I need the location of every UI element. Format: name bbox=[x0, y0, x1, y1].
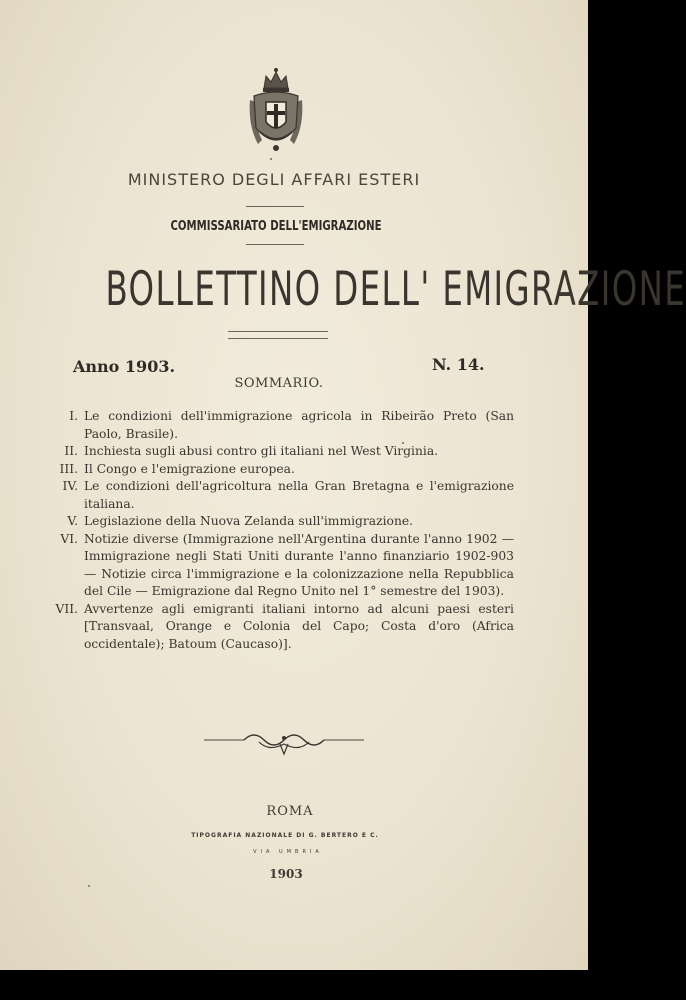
imprint-year: 1903 bbox=[269, 867, 303, 881]
publication-title: BOLLETTINO DELL' EMIGRAZIONE bbox=[105, 262, 686, 317]
list-item bbox=[44, 601, 514, 654]
item-number: VI. bbox=[60, 531, 78, 546]
ministry-name: MINISTERO DEGLI AFFARI ESTERI bbox=[127, 170, 421, 189]
paper-speck bbox=[88, 885, 90, 887]
item-text: Legislazione della Nuova Zelanda sull'immigrazione. bbox=[84, 514, 414, 528]
list-item bbox=[44, 478, 514, 513]
item-number: II. bbox=[64, 444, 78, 458]
table-of-contents bbox=[44, 408, 514, 653]
imprint-printer: TIPOGRAFIA NAZIONALE DI G. BERTERO E C. bbox=[191, 832, 379, 839]
item-number: V. bbox=[67, 514, 78, 528]
commissariato-name: COMMISSARIATO DELL'EMIGRAZIONE bbox=[170, 219, 382, 234]
divider bbox=[246, 244, 304, 245]
paper-speck bbox=[402, 442, 404, 444]
imprint-city: ROMA bbox=[266, 804, 314, 819]
item-text: Avvertenze agli emigranti italiani intorno ad alcuni paesi esteri [Transvaal, Orange e Colonia del Capo; Costa d'oro (Africa occidentale); Batoum (Caucaso)]. bbox=[84, 601, 514, 651]
issue-year: Anno 1903. bbox=[73, 357, 176, 376]
item-text: Le condizioni dell'agricoltura nella Gran Bretagna e l'emigrazione italiana. bbox=[84, 479, 514, 511]
item-text: Notizie diverse (Immigrazione nell'Argentina durante l'anno 1902 — Immigrazione negli Stati Uniti durante l'anno finanziario 1902-903 — Notizie circa l'immigrazione e la colonizzazione nella Repubblica del Cile — Emigrazione dal Regno Unito nel 1° semestre del 1903). bbox=[84, 531, 514, 598]
item-text: Inchiesta sugli abusi contro gli italiani nel West Virginia. bbox=[84, 444, 439, 458]
list-item bbox=[44, 408, 514, 443]
list-item bbox=[44, 443, 514, 461]
list-item bbox=[44, 531, 514, 601]
royal-coat-of-arms-icon bbox=[244, 66, 308, 156]
item-text: Le condizioni dell'immigrazione agricola in Ribeirão Preto (San Paolo, Brasile). bbox=[84, 409, 514, 441]
item-text: Il Congo e l'emigrazione europea. bbox=[84, 461, 295, 476]
summary-heading: SOMMARIO. bbox=[234, 376, 324, 391]
imprint-street: VIA UMBRIA bbox=[253, 849, 323, 855]
list-item bbox=[44, 461, 514, 479]
item-number: I. bbox=[69, 409, 78, 423]
list-item bbox=[44, 513, 514, 531]
item-number: VII. bbox=[55, 601, 78, 616]
item-number: III. bbox=[59, 461, 78, 476]
issue-number: N. 14. bbox=[432, 355, 485, 374]
decorative-flourish-icon bbox=[204, 728, 364, 758]
item-number: IV. bbox=[62, 479, 78, 493]
paper-speck bbox=[270, 158, 272, 160]
double-divider bbox=[228, 331, 328, 339]
divider bbox=[246, 206, 304, 207]
